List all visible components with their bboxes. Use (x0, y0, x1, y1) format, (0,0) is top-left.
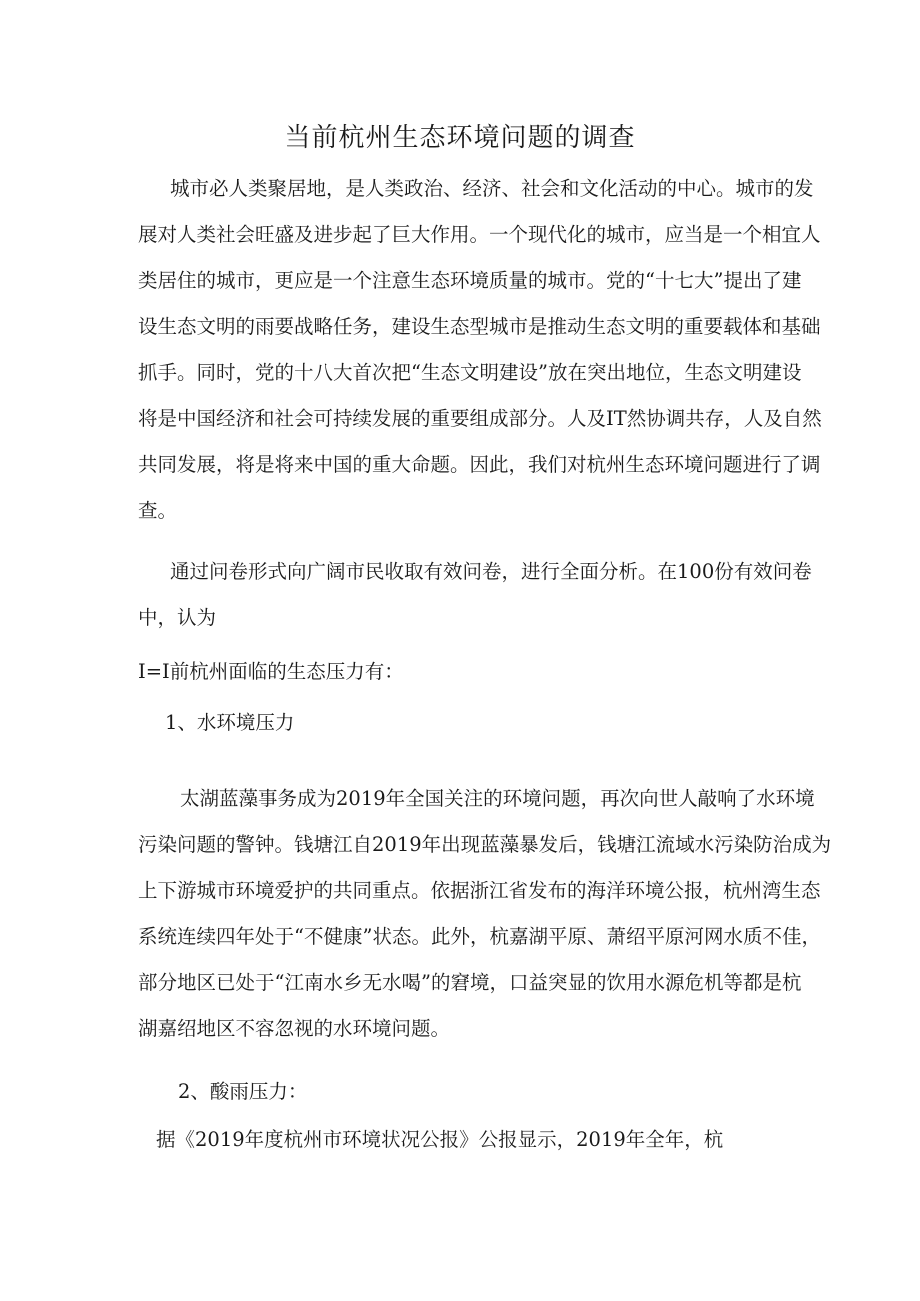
water-line: 部分地区已处于“江南水乡无水喝”的窘境，口益突显的饮用水源危机等都是杭 (138, 971, 802, 994)
intro-line: 抓手。同时，党的十八大首次把“生态文明建设”放在突出地位，生态文明建设 (138, 361, 802, 384)
intro-line: 将是中国经济和社会可持续发展的重要组成部分。人及IT然协调共存，人及自然 (138, 407, 822, 430)
intro-line: 类居住的城市，更应是一个注意生态环境质量的城市。党的“十七大”提出了建 (138, 269, 802, 292)
intro-line: 查。 (138, 499, 178, 522)
intro-line: 共同发展，将是将来中国的重大命题。因此，我们对杭州生态环境问题进行了调 (138, 453, 821, 476)
section-heading-water: 1、水环境压力 (165, 711, 295, 734)
survey-line: 通过问卷形式向广阔市民收取有效问卷，进行全面分析。在100份有效问卷 (170, 560, 812, 583)
survey-line: I=I前杭州面临的生态压力有： (138, 660, 404, 683)
document-title: 当前杭州生态环境问题的调查 (284, 123, 636, 153)
water-line: 太湖蓝藻事务成为2019年全国关注的环境问题，再次向世人敲响了水环境 (180, 787, 815, 810)
water-line: 污染问题的警钟。钱塘江自2019年出现蓝藻暴发后，钱塘江流域水污染防治成为 (138, 833, 832, 856)
intro-line: 展对人类社会旺盛及进步起了巨大作用。一个现代化的城市，应当是一个相宜人 (138, 223, 821, 246)
water-line: 系统连续四年处于“不健康”状态。此外，杭嘉湖平原、萧绍平原河网水质不佳， (138, 925, 821, 948)
water-line: 上下游城市环境爱护的共同重点。依据浙江省发布的海洋环境公报，杭州湾生态 (138, 879, 821, 902)
water-line: 湖嘉绍地区不容忽视的水环境问题。 (138, 1017, 451, 1040)
section-heading-acid-rain: 2、酸雨压力： (178, 1080, 308, 1103)
survey-line: 中，认为 (138, 606, 217, 629)
intro-line: 设生态文明的雨要战略任务，建设生态型城市是推动生态文明的重要载体和基础 (138, 315, 821, 338)
acid-rain-line: 据《2019年度杭州市环境状况公报》公报显示，2019年全年，杭 (156, 1128, 724, 1151)
intro-line: 城市必人类聚居地，是人类政治、经济、社会和文化活动的中心。城市的发 (170, 177, 814, 200)
